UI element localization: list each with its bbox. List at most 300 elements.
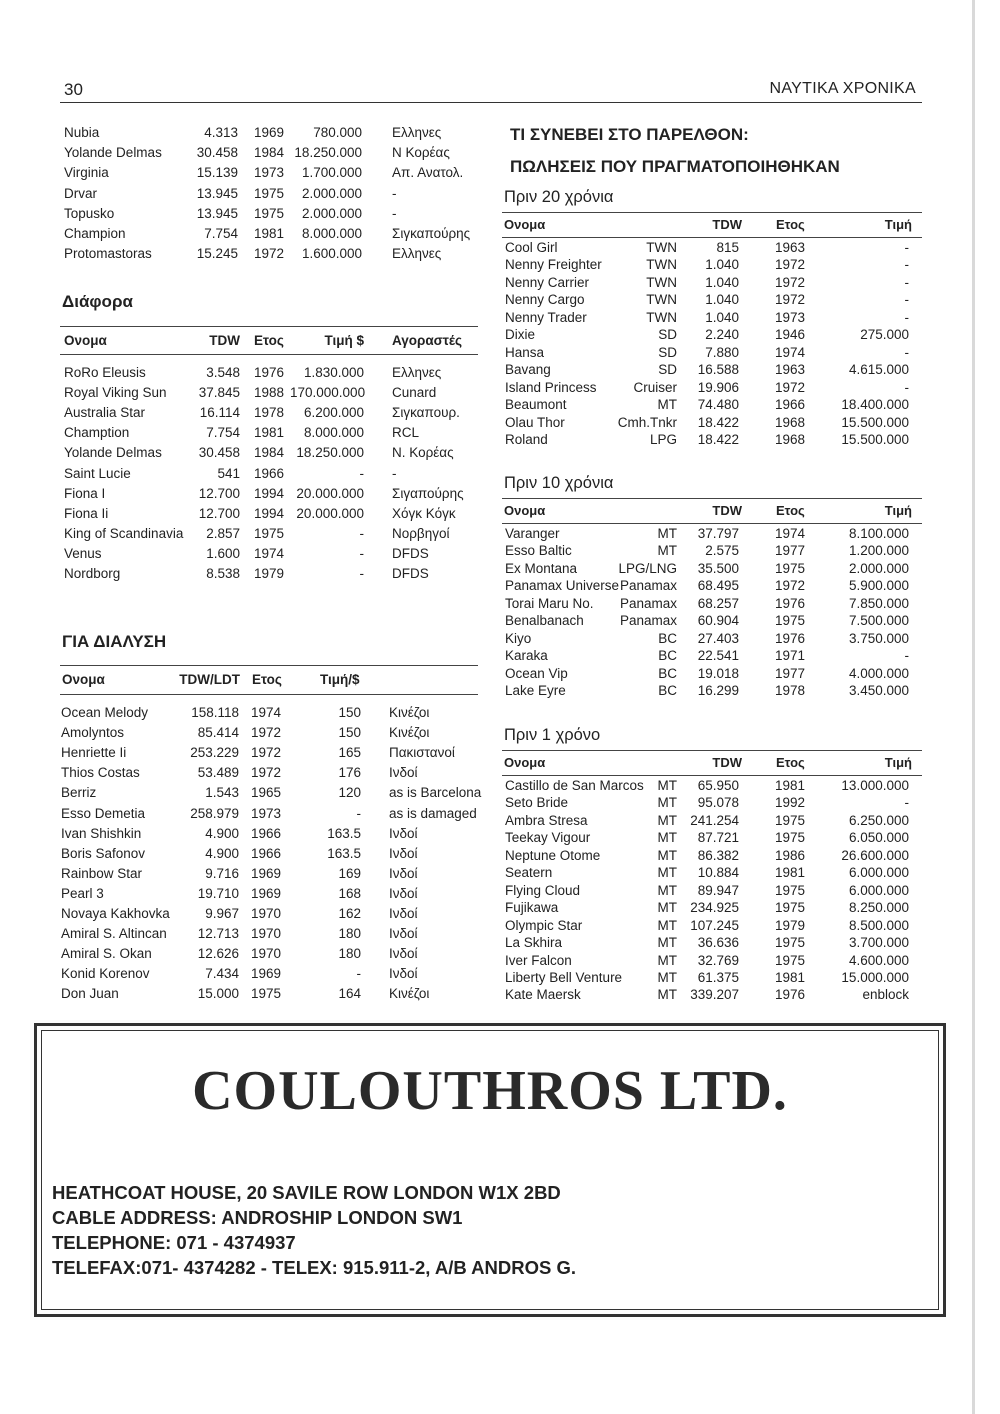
cell-buyer: Ελληνες [392, 365, 442, 380]
cell-price: 6.000.000 [848, 882, 909, 898]
cell-year: 1966 [775, 397, 806, 413]
cell-type: Cruiser [633, 379, 677, 395]
table-row [501, 648, 921, 665]
cell-tdw: 37.845 [198, 385, 240, 401]
cell-name: Nordborg [64, 566, 121, 581]
cell-buyer: Χόγκ Κόγκ [392, 505, 456, 521]
cell-buyer: RCL [392, 425, 420, 441]
table-row [62, 425, 482, 445]
cell-year: 1970 [251, 946, 282, 962]
cell-year: 1986 [775, 847, 806, 863]
cell-price: 3.750.000 [848, 630, 909, 646]
cell-buyer: - [392, 205, 397, 221]
cell-tdw: 15.139 [196, 165, 238, 181]
cell-tdw: 19.906 [697, 379, 739, 395]
magazine-title: ΝΑΥΤΙΚΑ ΧΡΟΝΙΚΑ [769, 80, 916, 97]
cell-name: Teekay Vigour [505, 830, 591, 846]
cell-year: 1975 [775, 812, 806, 828]
table-row [501, 310, 921, 327]
diafora-header [62, 333, 480, 353]
table-row [501, 935, 921, 952]
table-row [60, 165, 480, 185]
cell-type: Panamax [619, 578, 677, 594]
cell-year: 1975 [254, 205, 285, 221]
cell-tdw: 16.299 [697, 683, 739, 699]
cell-name: Ocean Melody [61, 705, 149, 720]
cell-year: 1969 [251, 885, 282, 901]
page-header [60, 80, 922, 103]
cell-name: Hansa [505, 344, 545, 360]
cell-name: Berriz [61, 785, 97, 801]
table-row [61, 986, 483, 1006]
cell-name: Amiral S. Okan [61, 946, 152, 962]
cell-tdw: 27.403 [697, 630, 739, 646]
table-row [501, 240, 921, 257]
cell-price: 150 [338, 705, 361, 720]
table-row [501, 953, 921, 970]
cell-tdw: 13.945 [196, 185, 238, 201]
cell-name: Drvar [64, 185, 97, 201]
cell-name: Esso Demetia [61, 805, 146, 821]
table-row [501, 778, 921, 795]
cell-buyer: Ινδοί [389, 865, 418, 881]
cell-price: 8.500.000 [848, 917, 909, 933]
table-row [62, 385, 482, 405]
scan-edge [972, 0, 975, 1414]
table-row [501, 397, 921, 414]
table-row [61, 806, 483, 826]
cell-name: Nenny Freighter [505, 257, 602, 273]
cell-tdw: 18.422 [697, 431, 739, 447]
cell-type: MT [657, 900, 677, 916]
divider [60, 694, 478, 695]
cell-name: Ocean Vip [505, 665, 568, 681]
table-row [62, 526, 482, 546]
cell-buyer: - [392, 185, 397, 201]
cell-year: 1972 [251, 725, 282, 741]
cell-tdw: 12.626 [197, 946, 239, 962]
cell-year: 1970 [251, 906, 282, 921]
cell-tdw: 7.880 [705, 344, 739, 360]
cell-buyer: as is damaged [389, 805, 477, 821]
table-row [501, 987, 921, 1004]
cell-type: LPG/LNG [618, 560, 677, 576]
cell-tdw: 4.900 [205, 825, 239, 841]
col-price: Τιμή $ [324, 333, 364, 348]
cell-tdw: 16.588 [697, 362, 739, 378]
cell-tdw: 339.207 [690, 987, 739, 1003]
cell-price: 163.5 [327, 825, 361, 841]
cell-year: 1975 [775, 882, 806, 898]
col-name: Ονομα [64, 333, 107, 348]
cell-buyer: Κινέζοι [389, 705, 430, 720]
cell-tdw: 815 [716, 240, 739, 255]
divider [502, 212, 922, 213]
cell-name: Yolande Delmas [64, 445, 162, 461]
cell-price: - [904, 795, 909, 811]
cell-type: TWN [646, 257, 677, 273]
cell-year: 1981 [775, 969, 806, 985]
ad-inner-frame [41, 1030, 939, 1310]
cell-tdw: 9.967 [205, 906, 239, 921]
table-row [501, 561, 921, 578]
cell-name: Champion [64, 226, 126, 241]
cell-tdw: 65.950 [697, 778, 739, 793]
cell-price: - [904, 344, 909, 360]
cell-buyer: Ελληνες [392, 125, 442, 140]
cell-year: 1972 [775, 274, 806, 290]
cell-year: 1975 [775, 952, 806, 968]
cell-type: BC [658, 630, 677, 646]
cell-year: 1974 [775, 344, 806, 360]
cell-tdw: 1.600 [206, 545, 240, 561]
cell-buyer: Ινδοί [389, 825, 418, 841]
cell-year: 1972 [254, 246, 285, 262]
cell-tdw: 68.257 [697, 595, 739, 611]
cell-price: 7.850.000 [848, 595, 909, 611]
cell-year: 1972 [775, 257, 806, 273]
cell-type: MT [657, 526, 677, 541]
cell-type: BC [658, 648, 677, 664]
cell-year: 1984 [254, 445, 285, 461]
col-name: Ονομα [504, 503, 546, 518]
table-row [501, 795, 921, 812]
cell-name: Neptune Otome [505, 847, 601, 863]
cell-year: 1969 [251, 865, 282, 881]
cell-type: SD [658, 327, 677, 343]
table-row [61, 846, 483, 866]
cell-tdw: 13.945 [196, 205, 238, 221]
ad-telefax: TELEFAX:071- 4374282 - TELEX: 915.911-2, A/B ANDROS G. [52, 1257, 577, 1278]
table-row [501, 596, 921, 613]
cell-tdw: 12.713 [197, 926, 239, 942]
cell-year: 1974 [251, 705, 282, 720]
table-row [501, 830, 921, 847]
cell-name: Ambra Stresa [505, 812, 588, 828]
cell-tdw: 7.754 [206, 425, 240, 441]
cell-tdw: 32.769 [697, 952, 739, 968]
cell-price: 20.000.000 [296, 505, 364, 521]
cell-name: Don Juan [61, 986, 119, 1002]
cell-price: - [359, 525, 364, 541]
cell-price: 13.000.000 [841, 778, 909, 793]
cell-year: 1978 [254, 405, 285, 421]
cell-tdw: 9.716 [205, 865, 239, 881]
cell-year: 1994 [254, 485, 285, 501]
cell-year: 1974 [775, 526, 806, 541]
cell-type: Cmh.Tnkr [617, 414, 677, 430]
cell-name: Island Princess [505, 379, 597, 395]
cell-tdw: 30.458 [198, 445, 240, 461]
cell-price: 8.100.000 [848, 526, 909, 541]
cell-name: Ivan Shishkin [61, 825, 142, 841]
cell-year: 1968 [775, 414, 806, 430]
table-row [501, 613, 921, 630]
cell-price: 18.400.000 [841, 397, 909, 413]
cell-tdw: 85.414 [197, 725, 239, 741]
cell-type: TWN [646, 292, 677, 308]
cell-tdw: 12.700 [198, 485, 240, 501]
cell-type: MT [657, 882, 677, 898]
cell-year: 1973 [254, 165, 285, 181]
cell-year: 1988 [254, 385, 285, 401]
cell-price: - [359, 465, 364, 481]
cell-year: 1966 [251, 845, 282, 861]
cell-buyer: Νορβηγοί [392, 525, 450, 541]
cell-buyer: Ελληνες [392, 246, 442, 262]
cell-name: Cool Girl [505, 240, 558, 255]
cell-name: Panamax Universe [505, 578, 620, 594]
divider [60, 354, 478, 355]
cell-year: 1984 [254, 145, 285, 161]
col-price: Τιμή [884, 503, 912, 518]
cell-tdw: 74.480 [697, 397, 739, 413]
cell-price: 6.000.000 [848, 865, 909, 881]
cell-year: 1975 [775, 560, 806, 576]
cell-year: 1976 [775, 630, 806, 646]
cell-year: 1972 [775, 379, 806, 395]
cell-tdw: 253.229 [190, 745, 239, 761]
cell-name: Liberty Bell Venture [505, 969, 623, 985]
col-year: Ετος [776, 755, 805, 770]
cell-type: MT [657, 397, 677, 413]
cell-type: MT [657, 952, 677, 968]
cell-year: 1979 [254, 566, 285, 581]
cell-name: Nubia [64, 125, 100, 140]
cell-type: MT [657, 795, 677, 811]
cell-tdw: 2.575 [705, 543, 739, 559]
cell-buyer: - [392, 465, 397, 481]
cell-year: 1981 [254, 226, 285, 241]
cell-name: Bavang [505, 362, 551, 378]
table-row [501, 362, 921, 379]
cell-type: MT [657, 987, 677, 1003]
cell-year: 1975 [254, 525, 285, 541]
cell-tdw: 89.947 [697, 882, 739, 898]
cell-price: - [904, 257, 909, 273]
cell-price: 3.450.000 [848, 683, 909, 699]
cell-price: 169 [338, 865, 361, 881]
cell-name: Fujikawa [505, 900, 559, 916]
table-row [61, 866, 483, 886]
cell-name: Konid Korenov [61, 966, 150, 982]
cell-type: Panamax [619, 595, 677, 611]
cell-price: 165 [338, 745, 361, 761]
cell-name: Olympic Star [505, 917, 583, 933]
col-tdw: TDW [712, 217, 742, 232]
cell-tdw: 4.900 [205, 845, 239, 861]
cell-price: - [904, 379, 909, 395]
cell-year: 1979 [775, 917, 806, 933]
cell-name: Lake Eyre [505, 683, 566, 699]
cell-name: La Skhira [505, 935, 563, 951]
cell-buyer: as is Barcelona [389, 785, 482, 801]
cell-price: 15.000.000 [841, 969, 909, 985]
table-row [61, 906, 483, 926]
col-year: Ετος [252, 672, 282, 687]
cell-price: - [904, 240, 909, 255]
table-row [60, 226, 480, 246]
cell-tdw: 1.040 [705, 257, 739, 273]
cell-price: - [904, 309, 909, 325]
cell-price: 4.615.000 [848, 362, 909, 378]
col-buyers: Αγοραστές [392, 333, 463, 348]
table-row [501, 813, 921, 830]
cell-tdw: 87.721 [697, 830, 739, 846]
cell-year: 1969 [251, 966, 282, 982]
cell-price: 163.5 [327, 845, 361, 861]
cell-tdw: 86.382 [697, 847, 739, 863]
cell-buyer: Κινέζοι [389, 986, 430, 1002]
cell-name: Thios Costas [61, 765, 140, 781]
cell-tdw: 22.541 [697, 648, 739, 664]
cell-name: Pearl 3 [61, 885, 104, 901]
cell-name: King of Scandinavia [64, 525, 184, 541]
cell-type: MT [657, 969, 677, 985]
cell-tdw: 37.797 [697, 526, 739, 541]
table-row [62, 506, 482, 526]
cell-year: 1972 [775, 292, 806, 308]
table-row [60, 206, 480, 226]
cell-type: TWN [646, 240, 677, 255]
cell-name: Torai Maru No. [505, 595, 594, 611]
cell-price: 6.050.000 [848, 830, 909, 846]
cell-name: Nenny Carrier [505, 274, 590, 290]
section-title: Πριν 20 χρόνια [504, 188, 614, 206]
cell-year: 1973 [775, 309, 806, 325]
cell-year: 1976 [775, 987, 806, 1003]
col-year: Ετος [776, 217, 805, 232]
cell-name: Seto Bride [505, 795, 569, 811]
cell-buyer: Ινδοί [389, 845, 418, 861]
cell-year: 1968 [775, 431, 806, 447]
table-row [501, 275, 921, 292]
col-tdw-ldt: TDW/LDT [179, 672, 240, 687]
cell-tdw: 10.884 [697, 865, 739, 881]
cell-year: 1971 [775, 648, 806, 664]
cell-buyer: DFDS [392, 566, 429, 581]
cell-year: 1965 [251, 785, 282, 801]
col-year: Ετος [254, 333, 284, 348]
table-row [62, 546, 482, 566]
cell-name: Beaumont [505, 397, 567, 413]
cell-type: MT [657, 917, 677, 933]
cell-type: MT [657, 865, 677, 881]
cell-price: 780.000 [313, 125, 362, 140]
cell-name: Rainbow Star [61, 865, 143, 881]
diafora-title: Διάφορα [62, 292, 133, 311]
cell-name: Dixie [505, 327, 536, 343]
cell-year: 1946 [775, 327, 806, 343]
cell-price: - [359, 566, 364, 581]
table-row [501, 327, 921, 344]
cell-tdw: 60.904 [697, 613, 739, 629]
table-row [61, 826, 483, 846]
cell-tdw: 15.245 [196, 246, 238, 262]
col-name: Ονομα [62, 672, 105, 687]
cell-name: Kate Maersk [505, 987, 581, 1003]
cell-tdw: 1.040 [705, 274, 739, 290]
cell-year: 1981 [775, 865, 806, 881]
cell-name: Virginia [64, 165, 109, 181]
col-year: Ετος [776, 503, 805, 518]
cell-buyer: Ν Κορέας [392, 145, 450, 161]
table-row [501, 900, 921, 917]
divider [60, 326, 478, 327]
table-row [61, 705, 483, 725]
cell-tdw: 18.422 [697, 414, 739, 430]
table-row [501, 918, 921, 935]
cell-tdw: 95.078 [697, 795, 739, 811]
cell-price: - [904, 292, 909, 308]
cell-tdw: 30.458 [196, 145, 238, 161]
cell-type: Panamax [619, 613, 677, 629]
cell-name: Esso Baltic [505, 543, 572, 559]
ad-cable: CABLE ADDRESS: ANDROSHIP LONDON SW1 [52, 1207, 463, 1228]
cell-name: Nenny Trader [505, 309, 587, 325]
cell-name: Seatern [505, 865, 553, 881]
cell-price: 6.250.000 [848, 812, 909, 828]
cell-tdw: 1.543 [205, 785, 239, 801]
table-row [501, 970, 921, 987]
cell-name: Kiyo [505, 630, 532, 646]
cell-type: SD [658, 362, 677, 378]
cell-type: MT [657, 812, 677, 828]
cell-name: Saint Lucie [64, 465, 131, 481]
cell-name: Amolyntos [61, 725, 125, 741]
cell-name: Fiona I [64, 485, 106, 501]
cell-price: 8.000.000 [303, 425, 364, 441]
cell-name: Chamption [64, 425, 130, 441]
table-row [61, 725, 483, 745]
cell-price: 164 [338, 986, 361, 1002]
ad-telephone: TELEPHONE: 071 - 4374937 [52, 1232, 296, 1253]
cell-type: MT [657, 935, 677, 951]
cell-type: MT [657, 847, 677, 863]
cell-type: MT [657, 543, 677, 559]
cell-tdw: 8.538 [206, 566, 240, 581]
right-title-1: ΤΙ ΣΥΝΕΒΕΙ ΣΤΟ ΠΑΡΕΛΘΟΝ: [510, 125, 749, 144]
cell-tdw: 1.040 [705, 309, 739, 325]
col-price: Τιμή/$ [320, 672, 360, 687]
cell-name: Henriette Ii [61, 745, 127, 761]
col-tdw: TDW [209, 333, 240, 348]
cell-tdw: 158.118 [191, 705, 239, 720]
ad-company-name: COULOUTHROS LTD. [192, 1060, 788, 1122]
cell-name: Benalbanach [505, 613, 584, 629]
cell-year: 1978 [775, 683, 806, 699]
table-row [61, 886, 483, 906]
cell-tdw: 107.245 [690, 917, 739, 933]
cell-type: BC [658, 683, 677, 699]
cell-year: 1970 [251, 926, 282, 942]
cell-tdw: 53.489 [197, 765, 239, 781]
cell-tdw: 68.495 [697, 578, 739, 594]
table-row [61, 745, 483, 765]
cell-price: 6.200.000 [303, 405, 364, 421]
cell-price: 170.000.000 [290, 385, 366, 401]
cell-price: 1.600.000 [301, 246, 362, 262]
cell-year: 1969 [254, 125, 285, 140]
cell-price: 168 [338, 885, 361, 901]
cell-type: TWN [646, 274, 677, 290]
cell-year: 1976 [775, 595, 806, 611]
table-row [501, 415, 921, 432]
table-row [501, 848, 921, 865]
cell-name: Olau Thor [505, 414, 565, 430]
cell-type: MT [657, 778, 677, 793]
cell-name: Ex Montana [505, 560, 578, 576]
